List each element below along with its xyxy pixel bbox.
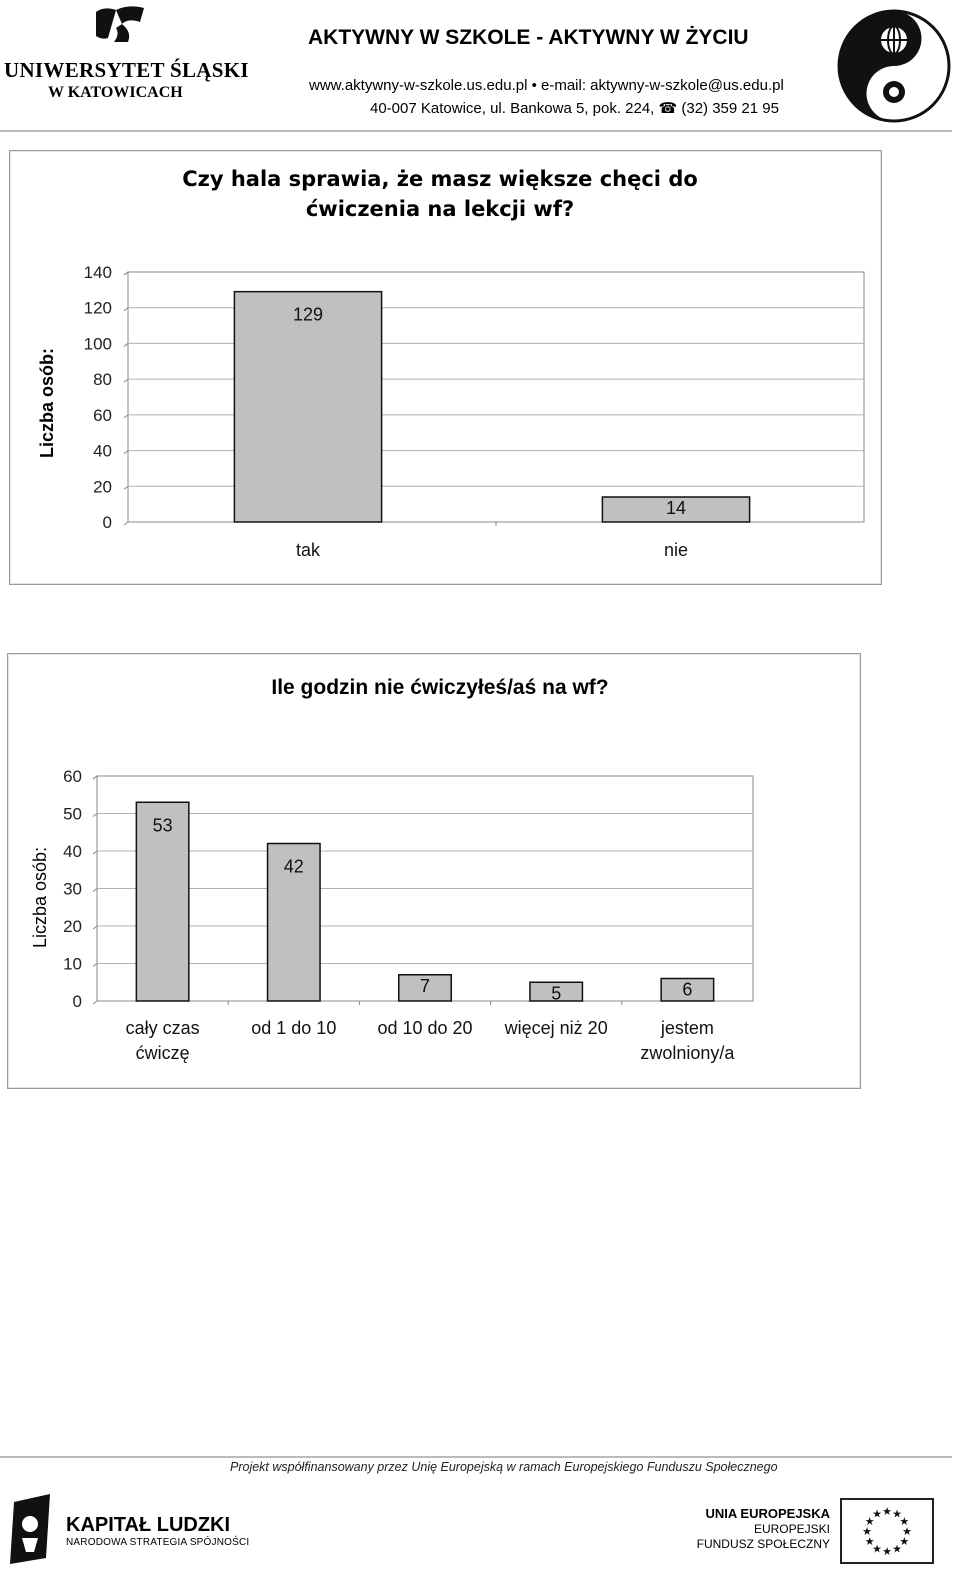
chart-2-category-label: jestem bbox=[660, 1018, 714, 1038]
chart-2-value-label: 53 bbox=[152, 815, 173, 836]
chart-2-title: Ile godzin nie ćwiczyłeś/aś na wf? bbox=[271, 676, 609, 699]
eu-star: ★ bbox=[899, 1535, 910, 1548]
eu-star: ★ bbox=[872, 1507, 882, 1521]
eu-star: ★ bbox=[872, 1542, 882, 1556]
eu-star: ★ bbox=[864, 1515, 875, 1528]
chart-1-value-label: 14 bbox=[665, 498, 687, 518]
eu-subtitle-1: EUROPEJSKI bbox=[753, 1522, 830, 1536]
chart-1-category-label: nie bbox=[663, 540, 689, 560]
chart-2-value-label: 5 bbox=[551, 983, 562, 1004]
chart-2-y-tick-mark bbox=[93, 926, 97, 929]
chart-1-title-line2: ćwiczenia na lekcji wf? bbox=[305, 197, 575, 221]
eu-star: ★ bbox=[882, 1545, 892, 1558]
chart-2-y-tick-label: 40 bbox=[63, 842, 82, 861]
chart-2-y-tick-label: 30 bbox=[63, 879, 82, 899]
eu-title: UNIA EUROPEJSKA bbox=[705, 1506, 830, 1521]
chart-2-category-label: od 10 do 20 bbox=[377, 1018, 473, 1038]
university-name: UNIWERSYTET ŚLĄSKI bbox=[4, 58, 249, 82]
project-title: AKTYWNY W SZKOLE - AKTYWNY W ŻYCIU bbox=[308, 26, 749, 49]
chart-1-y-tick-label: 20 bbox=[93, 477, 112, 497]
chart-2-value-label: 7 bbox=[419, 975, 431, 996]
chart-2-category-label: ćwiczę bbox=[135, 1043, 190, 1063]
chart-2-y-tick-label: 20 bbox=[63, 917, 82, 936]
chart-1-y-tick-label: 120 bbox=[83, 298, 112, 318]
kapital-ludzki-subtitle: NARODOWA STRATEGIA SPÓJNOŚCI bbox=[66, 1537, 250, 1548]
chart-2-y-tick-mark bbox=[93, 851, 97, 854]
chart-1-value-label: 129 bbox=[292, 304, 324, 325]
chart-2-y-tick-label: 0 bbox=[72, 992, 82, 1011]
chart-1-y-tick-label: 60 bbox=[93, 405, 112, 425]
chart-2-category-label: więcej niż 20 bbox=[504, 1018, 608, 1038]
chart-1-y-tick-label: 0 bbox=[102, 513, 112, 532]
eu-star: ★ bbox=[864, 1535, 875, 1548]
chart-2-value-label: 6 bbox=[682, 979, 693, 1000]
eu-subtitle-2: FUNDUSZ SPOŁECZNY bbox=[696, 1537, 830, 1551]
chart-2-y-tick-label: 10 bbox=[63, 954, 82, 974]
kapital-ludzki-logo-icon bbox=[4, 1494, 56, 1566]
chart-1-y-tick-label: 100 bbox=[83, 334, 112, 354]
chart-2-y-tick-label: 50 bbox=[63, 804, 82, 824]
eu-star: ★ bbox=[882, 1505, 892, 1518]
footer-project-note: Projekt współfinansowany przez Unię Europejską w ramach Europejskiego Funduszu Społecznego bbox=[230, 1460, 778, 1474]
eu-star: ★ bbox=[902, 1525, 912, 1538]
kapital-ludzki-name: KAPITAŁ LUDZKI bbox=[66, 1514, 231, 1536]
chart-1-y-tick-label: 140 bbox=[83, 263, 112, 282]
chart-2-category-label: zwolniony/a bbox=[640, 1043, 735, 1063]
chart-2-y-tick-mark bbox=[93, 964, 97, 967]
chart-2-y-tick-mark bbox=[93, 1001, 97, 1004]
chart-1-y-tick-label: 80 bbox=[93, 370, 112, 390]
eu-star: ★ bbox=[892, 1542, 902, 1556]
footer-divider bbox=[0, 1456, 952, 1458]
chart-2-category-label: od 1 do 10 bbox=[251, 1018, 337, 1038]
chart-1-y-tick-label: 40 bbox=[93, 441, 112, 461]
contact-web-email: www.aktywny-w-szkole.us.edu.pl • e-mail: aktywny-w-szkole@us.edu.pl bbox=[309, 77, 784, 94]
chart-2-y-tick-mark bbox=[93, 814, 97, 817]
chart-2-y-tick-mark bbox=[93, 776, 97, 779]
chart-1-category-label: tak bbox=[295, 540, 321, 560]
eu-star: ★ bbox=[892, 1507, 902, 1521]
eu-star: ★ bbox=[862, 1525, 872, 1538]
chart-2-category-label: cały czas bbox=[125, 1018, 200, 1038]
chart-2-y-tick-label: 60 bbox=[63, 767, 82, 786]
university-city: W KATOWICACH bbox=[48, 84, 183, 101]
chart-1-title-line1: Czy hala sprawia, że masz większe chęci do bbox=[182, 167, 698, 191]
chart-2-y-axis-label: Liczba osób: bbox=[30, 846, 50, 948]
chart-2-value-label: 42 bbox=[283, 856, 304, 877]
chart-2-y-tick-mark bbox=[93, 889, 97, 892]
eu-star: ★ bbox=[899, 1515, 910, 1528]
contact-address: 40-007 Katowice, ul. Bankowa 5, pok. 224, ☎ (32) 359 21 95 bbox=[370, 100, 779, 117]
chart-1-y-axis-label: Liczba osób: bbox=[37, 347, 57, 458]
eu-flag-icon bbox=[840, 1498, 934, 1564]
